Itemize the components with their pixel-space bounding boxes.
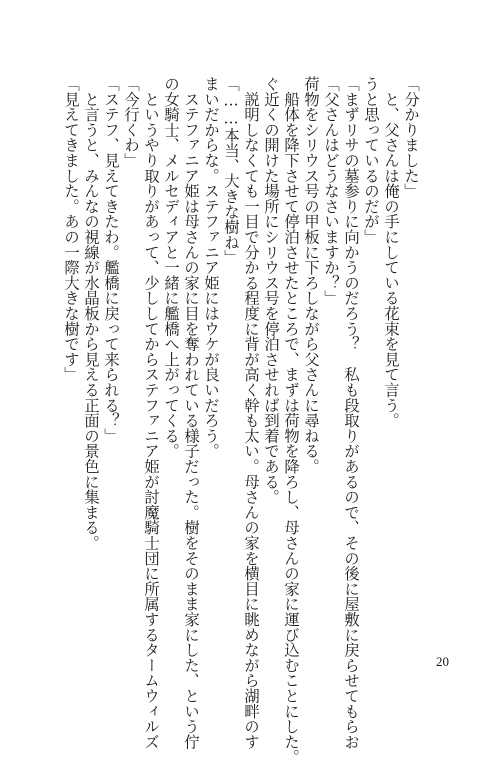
text-line: 説明しなくても一目で分かる程度に背が高く幹も太い。母さんの家を横目に眺めながら湖畔のす [242,76,260,750]
text-line: うと思っているのだが」 [362,76,380,245]
text-line: 「分かりました」 [402,76,420,199]
text-line: 「見えてきました。あの一際大きな樹です」 [62,76,80,382]
text-line: と言うと、みんなの視線が水晶板から見える正面の景色に集まる。 [82,76,100,551]
text-line: ステファニア姫は母さんの家に目を奪われている様子だった。樹をそのまま家にした、という佇 [182,76,200,750]
text-line: と、父さんは俺の手にしている花束を見て言う。 [382,76,400,428]
text-line: というやり取りがあって、少ししてからステファニア姫が討魔騎士団に所属するタームウィルズ [142,76,160,750]
text-line: 荷物をシリウス号の甲板に下ろしながら父さんに尋ねる。 [302,76,320,474]
text-line: 「今行くわ」 [122,76,140,168]
page-number: 20 [436,654,449,669]
text-line: ぐ近くの開けた場所にシリウス号を停泊させれば到着である。 [262,76,280,505]
text-line: 「父さんはどうなさいますか？」 [322,76,340,306]
text-line: 「ステフ、見えてきたわ。艦橋に戻って来られる？」 [102,76,120,444]
text-line: 「……本当、大きな樹ね」 [222,76,240,265]
text-line: まいだからな。ステファニア姫にはウケが良いだろう。 [202,76,220,459]
text-line: 船体を降下させて停泊させたところで、まずは荷物を降ろし、母さんの家に運び込むことにした。 [282,76,300,765]
text-line: の女騎士、メルセディアと一緒に艦橋へ上がってくる。 [162,76,180,459]
text-line: 「まずリサの墓参りに向かうのだろう？ 私も段取りがあるので、その後に屋敷に戻らせてもらお [342,76,360,750]
